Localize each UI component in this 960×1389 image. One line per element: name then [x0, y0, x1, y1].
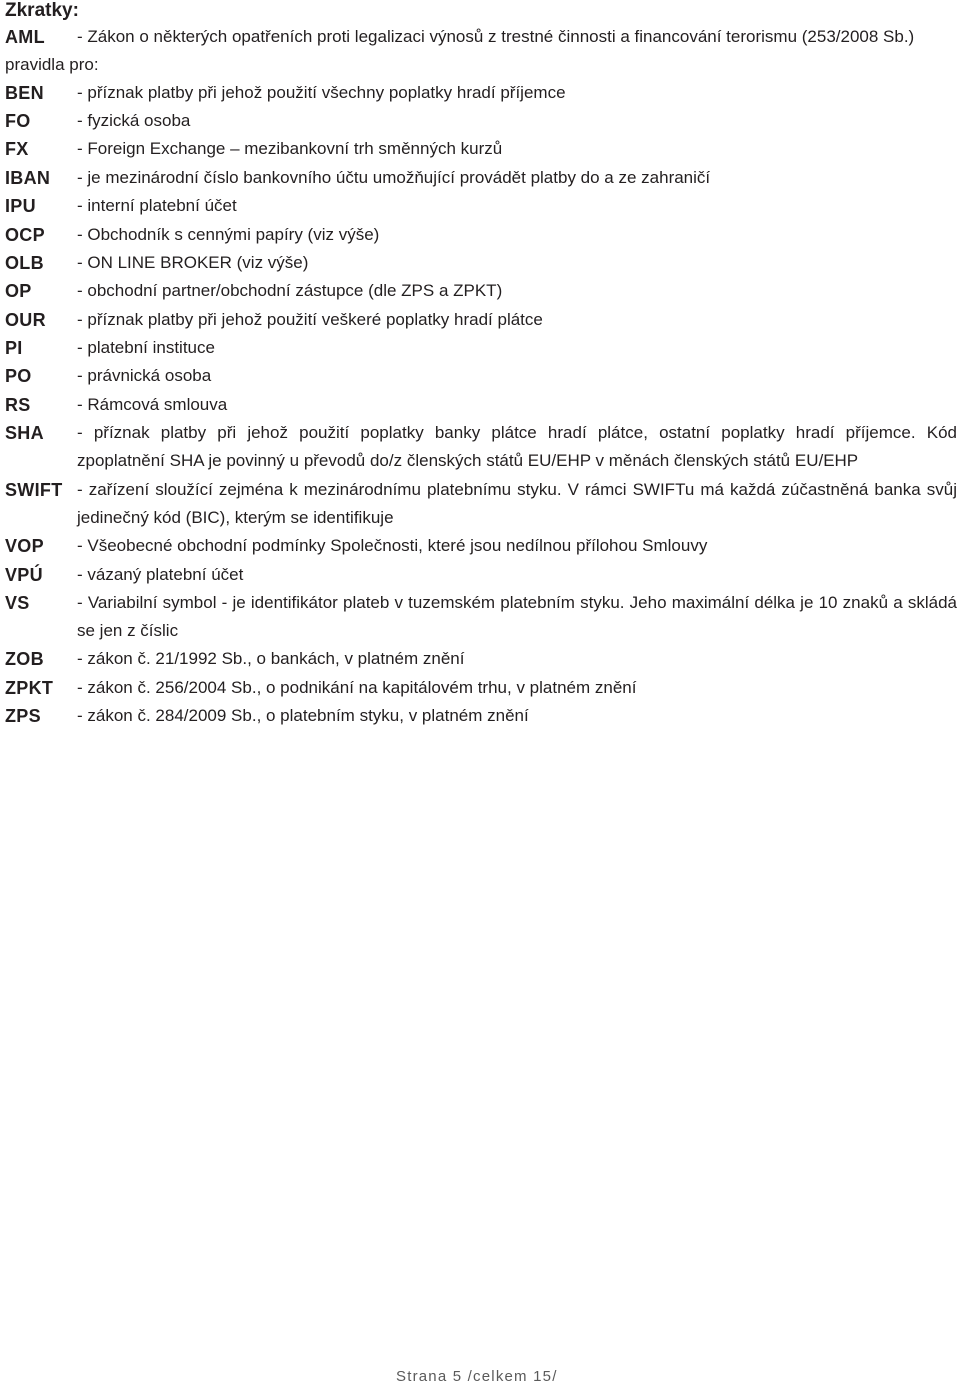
abbr-term: ZOB — [5, 649, 44, 669]
abbr-definition: - fyzická osoba — [77, 111, 191, 130]
abbr-row-vs — [5, 589, 957, 645]
abbr-definition: - Všeobecné obchodní podmínky Společnosti, které jsou nedílnou přílohou Smlouvy — [77, 536, 708, 555]
abbr-row-olb — [5, 249, 957, 277]
section-heading: Zkratky: — [5, 0, 79, 21]
abbr-definition-continued: jedinečný kód (BIC), kterým se identifikuje — [77, 508, 394, 527]
abbr-term: SWIFT — [5, 480, 63, 500]
abbr-definition-continued: se jen z číslic — [77, 621, 179, 640]
abbr-term: ZPKT — [5, 678, 54, 698]
abbr-term: OUR — [5, 310, 46, 330]
abbr-term: IPU — [5, 196, 36, 216]
abbr-definition: - Foreign Exchange – mezibankovní trh směnných kurzů — [77, 139, 503, 158]
abbr-term: PI — [5, 338, 23, 358]
abbr-definition: - Rámcová smlouva — [77, 395, 228, 414]
abbr-definition: - vázaný platební účet — [77, 565, 244, 584]
rules-label: pravidla pro: — [5, 55, 99, 74]
abbr-row-vop — [5, 532, 957, 560]
abbr-row-aml — [5, 23, 957, 51]
abbr-row-vpu — [5, 561, 957, 589]
abbr-definition: - interní platební účet — [77, 196, 237, 215]
abbr-definition: - právnická osoba — [77, 366, 212, 385]
abbr-definition: - příznak platby při jehož použití poplatky banky plátce hradí plátce, ostatní poplatky hradí příjemce. Kód — [77, 423, 957, 442]
abbr-definition: - zákon č. 284/2009 Sb., o platebním styku, v platném znění — [77, 706, 529, 725]
abbr-term: FX — [5, 139, 29, 159]
abbr-term: OP — [5, 281, 32, 301]
abbr-term: SHA — [5, 423, 44, 443]
abbr-term: VOP — [5, 536, 44, 556]
abbr-definition: - zákon č. 21/1992 Sb., o bankách, v platném znění — [77, 649, 465, 668]
abbr-row-ocp — [5, 221, 957, 249]
abbr-term: IBAN — [5, 168, 51, 188]
abbr-row-zps — [5, 702, 957, 730]
abbr-row-fo — [5, 107, 957, 135]
abbr-row-zob — [5, 645, 957, 673]
abbr-term: RS — [5, 395, 31, 415]
abbr-definition: - Obchodník s cennými papíry (viz výše) — [77, 225, 380, 244]
abbr-row-sha — [5, 419, 957, 475]
abbr-row-pi — [5, 334, 957, 362]
abbr-term: VPÚ — [5, 565, 43, 585]
abbr-definition: - ON LINE BROKER (viz výše) — [77, 253, 309, 272]
abbr-term: PO — [5, 366, 32, 386]
abbr-row-fx — [5, 135, 957, 163]
abbr-row-rs — [5, 391, 957, 419]
abbr-term: BEN — [5, 83, 44, 103]
abbr-row-po — [5, 362, 957, 390]
abbr-row-ipu — [5, 192, 957, 220]
abbr-definition: - zákon č. 256/2004 Sb., o podnikání na kapitálovém trhu, v platném znění — [77, 678, 637, 697]
abbr-row-zpkt — [5, 674, 957, 702]
page-number-footer: Strana 5 /celkem 15/ — [396, 1368, 558, 1385]
abbr-definition: - příznak platby při jehož použití veškeré poplatky hradí plátce — [77, 310, 543, 329]
abbr-definition: - Variabilní symbol - je identifikátor plateb v tuzemském platebním styku. Jeho maximální délka je 10 znaků a skládá — [77, 593, 957, 612]
abbr-definition: - je mezinárodní číslo bankovního účtu umožňující provádět platby do a ze zahraničí — [77, 168, 711, 187]
abbr-row-our — [5, 306, 957, 334]
abbr-definition-continued: zpoplatnění SHA je povinný u převodů do/z členských států EU/EHP v měnách členských států EU/EHP — [77, 451, 859, 470]
abbr-row-swift — [5, 476, 957, 532]
abbr-row-iban — [5, 164, 957, 192]
abbr-term: FO — [5, 111, 31, 131]
abbr-term: OLB — [5, 253, 44, 273]
abbr-row-op — [5, 277, 957, 305]
abbr-row-ben — [5, 79, 957, 107]
abbr-term: AML — [5, 27, 45, 47]
abbr-definition: - příznak platby při jehož použití všechny poplatky hradí příjemce — [77, 83, 566, 102]
abbr-definition: - Zákon o některých opatřeních proti legalizaci výnosů z trestné činnosti a financování terorismu (253/2008 Sb.) — [77, 27, 915, 46]
abbr-term: OCP — [5, 225, 45, 245]
abbr-definition: - obchodní partner/obchodní zástupce (dle ZPS a ZPKT) — [77, 281, 503, 300]
abbr-term: VS — [5, 593, 30, 613]
abbr-term: ZPS — [5, 706, 41, 726]
abbr-definition: - zařízení sloužící zejména k mezinárodnímu platebnímu styku. V rámci SWIFTu má každá zúčastněná banka svůj — [77, 480, 957, 499]
abbr-definition: - platební instituce — [77, 338, 215, 357]
